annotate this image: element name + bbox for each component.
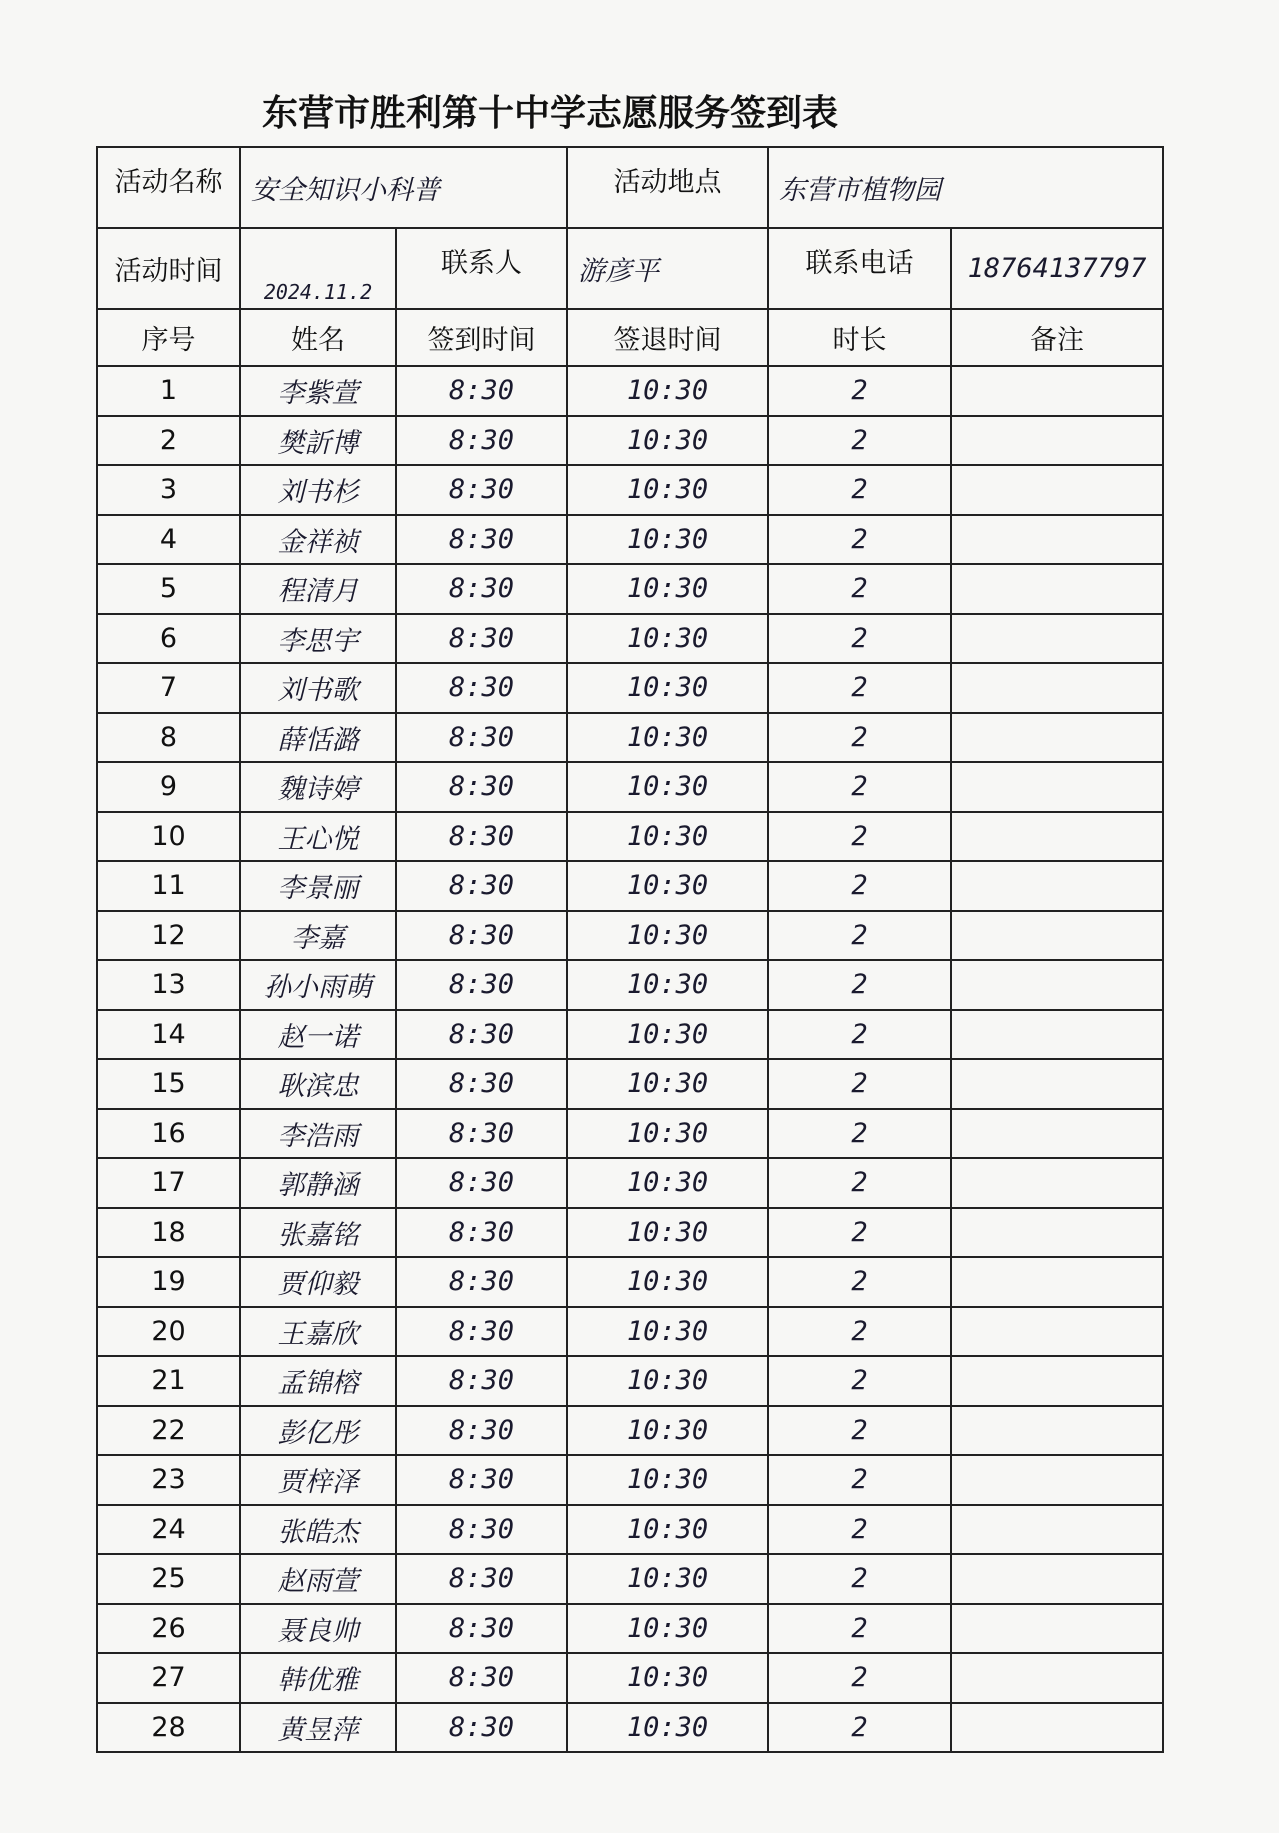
row-note	[951, 1257, 1163, 1307]
row-sign-out-time: 10:30	[567, 465, 768, 515]
table-row	[97, 713, 1163, 763]
row-sign-out-time: 10:30	[567, 663, 768, 713]
row-sign-out-time: 10:30	[567, 1059, 768, 1109]
row-number: 16	[97, 1109, 240, 1159]
row-hours: 2	[768, 1356, 951, 1406]
table-row	[97, 1356, 1163, 1406]
row-number: 24	[97, 1505, 240, 1555]
row-sign-in-time: 8:30	[396, 1505, 567, 1555]
row-sign-in-time: 8:30	[396, 1554, 567, 1604]
row-name: 程清月	[240, 564, 396, 614]
location-label: 活动地点	[567, 147, 768, 228]
row-sign-out-time: 10:30	[567, 1010, 768, 1060]
row-sign-in-time: 8:30	[396, 1604, 567, 1654]
row-sign-in-time: 8:30	[396, 1257, 567, 1307]
row-sign-in-time: 8:30	[396, 1455, 567, 1505]
row-number: 28	[97, 1703, 240, 1753]
row-sign-in-time: 8:30	[396, 1307, 567, 1357]
row-hours: 2	[768, 366, 951, 416]
row-sign-out-time: 10:30	[567, 861, 768, 911]
row-name: 郭静涵	[240, 1158, 396, 1208]
row-number: 4	[97, 515, 240, 565]
row-note	[951, 366, 1163, 416]
row-hours: 2	[768, 1406, 951, 1456]
row-name: 王心悦	[240, 812, 396, 862]
row-note	[951, 1307, 1163, 1357]
table-row	[97, 515, 1163, 565]
row-note	[951, 713, 1163, 763]
row-note	[951, 614, 1163, 664]
row-note	[951, 1604, 1163, 1654]
row-sign-in-time: 8:30	[396, 1653, 567, 1703]
row-note	[951, 1455, 1163, 1505]
row-note	[951, 515, 1163, 565]
row-name: 薛恬潞	[240, 713, 396, 763]
row-hours: 2	[768, 911, 951, 961]
row-sign-out-time: 10:30	[567, 1109, 768, 1159]
row-note	[951, 1554, 1163, 1604]
row-sign-in-time: 8:30	[396, 366, 567, 416]
col-header-note: 备注	[951, 309, 1163, 366]
table-row	[97, 911, 1163, 961]
row-sign-out-time: 10:30	[567, 1356, 768, 1406]
row-name: 耿滨忠	[240, 1059, 396, 1109]
row-sign-in-time: 8:30	[396, 960, 567, 1010]
row-number: 25	[97, 1554, 240, 1604]
row-number: 14	[97, 1010, 240, 1060]
row-sign-in-time: 8:30	[396, 465, 567, 515]
row-hours: 2	[768, 1109, 951, 1159]
activity-time-value: 2024.11.2	[240, 228, 396, 309]
row-sign-out-time: 10:30	[567, 1505, 768, 1555]
row-number: 19	[97, 1257, 240, 1307]
sign-in-table	[96, 146, 1164, 1753]
row-hours: 2	[768, 416, 951, 466]
table-row	[97, 861, 1163, 911]
row-name: 李嘉	[240, 911, 396, 961]
row-sign-out-time: 10:30	[567, 564, 768, 614]
row-hours: 2	[768, 1208, 951, 1258]
row-sign-out-time: 10:30	[567, 762, 768, 812]
table-row	[97, 416, 1163, 466]
row-name: 张皓杰	[240, 1505, 396, 1555]
row-sign-in-time: 8:30	[396, 1208, 567, 1258]
table-row	[97, 1554, 1163, 1604]
row-number: 21	[97, 1356, 240, 1406]
row-sign-out-time: 10:30	[567, 515, 768, 565]
table-row	[97, 1505, 1163, 1555]
row-sign-in-time: 8:30	[396, 1703, 567, 1753]
row-name: 樊訢博	[240, 416, 396, 466]
table-row	[97, 1406, 1163, 1456]
table-row	[97, 1604, 1163, 1654]
row-sign-in-time: 8:30	[396, 614, 567, 664]
row-name: 王嘉欣	[240, 1307, 396, 1357]
activity-time-label: 活动时间	[97, 228, 240, 309]
row-number: 8	[97, 713, 240, 763]
row-sign-out-time: 10:30	[567, 960, 768, 1010]
row-number: 10	[97, 812, 240, 862]
location-value: 东营市植物园	[768, 147, 1163, 228]
table-row	[97, 564, 1163, 614]
row-note	[951, 762, 1163, 812]
row-sign-out-time: 10:30	[567, 1554, 768, 1604]
row-name: 贾仰毅	[240, 1257, 396, 1307]
activity-name-row	[97, 147, 1163, 228]
row-note	[951, 861, 1163, 911]
row-sign-out-time: 10:30	[567, 1257, 768, 1307]
table-row	[97, 960, 1163, 1010]
row-number: 27	[97, 1653, 240, 1703]
row-sign-in-time: 8:30	[396, 663, 567, 713]
row-hours: 2	[768, 960, 951, 1010]
phone-value: 18764137797	[951, 228, 1163, 309]
row-sign-out-time: 10:30	[567, 1208, 768, 1258]
row-number: 23	[97, 1455, 240, 1505]
row-hours: 2	[768, 614, 951, 664]
table-row	[97, 1653, 1163, 1703]
row-number: 7	[97, 663, 240, 713]
row-hours: 2	[768, 663, 951, 713]
table-row	[97, 465, 1163, 515]
row-sign-out-time: 10:30	[567, 1703, 768, 1753]
row-hours: 2	[768, 1554, 951, 1604]
row-note	[951, 1059, 1163, 1109]
table-row	[97, 614, 1163, 664]
row-note	[951, 1010, 1163, 1060]
table-row	[97, 1059, 1163, 1109]
row-hours: 2	[768, 861, 951, 911]
row-hours: 2	[768, 1158, 951, 1208]
col-header-sign-in: 签到时间	[396, 309, 567, 366]
row-number: 1	[97, 366, 240, 416]
row-hours: 2	[768, 812, 951, 862]
row-name: 彭亿彤	[240, 1406, 396, 1456]
row-sign-out-time: 10:30	[567, 1653, 768, 1703]
row-number: 22	[97, 1406, 240, 1456]
table-row	[97, 366, 1163, 416]
row-sign-in-time: 8:30	[396, 515, 567, 565]
row-note	[951, 564, 1163, 614]
row-note	[951, 1703, 1163, 1753]
activity-name-label: 活动名称	[97, 147, 240, 228]
row-sign-in-time: 8:30	[396, 1356, 567, 1406]
row-sign-in-time: 8:30	[396, 1010, 567, 1060]
row-name: 黄昱萍	[240, 1703, 396, 1753]
row-number: 12	[97, 911, 240, 961]
table-row	[97, 1208, 1163, 1258]
row-sign-in-time: 8:30	[396, 1059, 567, 1109]
row-name: 李景丽	[240, 861, 396, 911]
col-header-hours: 时长	[768, 309, 951, 366]
row-note	[951, 465, 1163, 515]
row-note	[951, 1406, 1163, 1456]
table-row	[97, 1307, 1163, 1357]
row-hours: 2	[768, 515, 951, 565]
row-name: 李浩雨	[240, 1109, 396, 1159]
contact-label: 联系人	[396, 228, 567, 309]
col-header-sign-out: 签退时间	[567, 309, 768, 366]
table-row	[97, 1158, 1163, 1208]
row-name: 贾梓泽	[240, 1455, 396, 1505]
row-number: 17	[97, 1158, 240, 1208]
row-sign-in-time: 8:30	[396, 1406, 567, 1456]
row-number: 5	[97, 564, 240, 614]
row-name: 李紫萱	[240, 366, 396, 416]
row-hours: 2	[768, 1059, 951, 1109]
row-number: 26	[97, 1604, 240, 1654]
row-name: 刘书歌	[240, 663, 396, 713]
row-sign-in-time: 8:30	[396, 1158, 567, 1208]
row-number: 15	[97, 1059, 240, 1109]
table-row	[97, 1703, 1163, 1753]
row-sign-in-time: 8:30	[396, 1109, 567, 1159]
row-note	[951, 416, 1163, 466]
contact-value: 游彦平	[567, 228, 768, 309]
row-sign-out-time: 10:30	[567, 1406, 768, 1456]
row-sign-out-time: 10:30	[567, 416, 768, 466]
row-number: 9	[97, 762, 240, 812]
row-hours: 2	[768, 762, 951, 812]
row-hours: 2	[768, 1505, 951, 1555]
row-sign-out-time: 10:30	[567, 911, 768, 961]
row-sign-in-time: 8:30	[396, 861, 567, 911]
row-note	[951, 960, 1163, 1010]
row-number: 20	[97, 1307, 240, 1357]
row-sign-in-time: 8:30	[396, 812, 567, 862]
row-name: 韩优雅	[240, 1653, 396, 1703]
row-number: 11	[97, 861, 240, 911]
col-header-name: 姓名	[240, 309, 396, 366]
row-sign-in-time: 8:30	[396, 911, 567, 961]
row-note	[951, 1653, 1163, 1703]
table-row	[97, 812, 1163, 862]
row-sign-out-time: 10:30	[567, 1307, 768, 1357]
row-note	[951, 663, 1163, 713]
row-note	[951, 1158, 1163, 1208]
col-header-no: 序号	[97, 309, 240, 366]
row-note	[951, 1505, 1163, 1555]
row-note	[951, 1356, 1163, 1406]
row-number: 3	[97, 465, 240, 515]
row-number: 18	[97, 1208, 240, 1258]
row-name: 聂良帅	[240, 1604, 396, 1654]
table-row	[97, 1010, 1163, 1060]
row-sign-out-time: 10:30	[567, 614, 768, 664]
row-sign-in-time: 8:30	[396, 564, 567, 614]
activity-name-value: 安全知识小科普	[240, 147, 567, 228]
row-sign-out-time: 10:30	[567, 713, 768, 763]
row-name: 赵一诺	[240, 1010, 396, 1060]
row-name: 刘书杉	[240, 465, 396, 515]
row-hours: 2	[768, 1653, 951, 1703]
table-row	[97, 762, 1163, 812]
row-note	[951, 911, 1163, 961]
row-name: 金祥祯	[240, 515, 396, 565]
row-sign-in-time: 8:30	[396, 713, 567, 763]
row-hours: 2	[768, 1257, 951, 1307]
row-hours: 2	[768, 1604, 951, 1654]
row-name: 孙小雨萌	[240, 960, 396, 1010]
row-hours: 2	[768, 713, 951, 763]
row-number: 13	[97, 960, 240, 1010]
phone-label: 联系电话	[768, 228, 951, 309]
activity-time-row	[97, 228, 1163, 309]
row-name: 李思宇	[240, 614, 396, 664]
row-note	[951, 1208, 1163, 1258]
column-header-row	[97, 309, 1163, 366]
row-sign-out-time: 10:30	[567, 1455, 768, 1505]
row-note	[951, 812, 1163, 862]
row-sign-out-time: 10:30	[567, 1158, 768, 1208]
row-name: 魏诗婷	[240, 762, 396, 812]
form-title: 东营市胜利第十中学志愿服务签到表	[261, 93, 838, 134]
row-name: 张嘉铭	[240, 1208, 396, 1258]
row-sign-out-time: 10:30	[567, 366, 768, 416]
row-number: 2	[97, 416, 240, 466]
row-note	[951, 1109, 1163, 1159]
row-sign-out-time: 10:30	[567, 1604, 768, 1654]
row-hours: 2	[768, 1010, 951, 1060]
row-hours: 2	[768, 1703, 951, 1753]
row-hours: 2	[768, 1307, 951, 1357]
row-hours: 2	[768, 465, 951, 515]
row-sign-in-time: 8:30	[396, 762, 567, 812]
row-number: 6	[97, 614, 240, 664]
row-hours: 2	[768, 564, 951, 614]
row-sign-out-time: 10:30	[567, 812, 768, 862]
table-row	[97, 663, 1163, 713]
row-name: 孟锦榕	[240, 1356, 396, 1406]
row-name: 赵雨萱	[240, 1554, 396, 1604]
row-sign-in-time: 8:30	[396, 416, 567, 466]
table-row	[97, 1455, 1163, 1505]
table-row	[97, 1109, 1163, 1159]
table-row	[97, 1257, 1163, 1307]
row-hours: 2	[768, 1455, 951, 1505]
